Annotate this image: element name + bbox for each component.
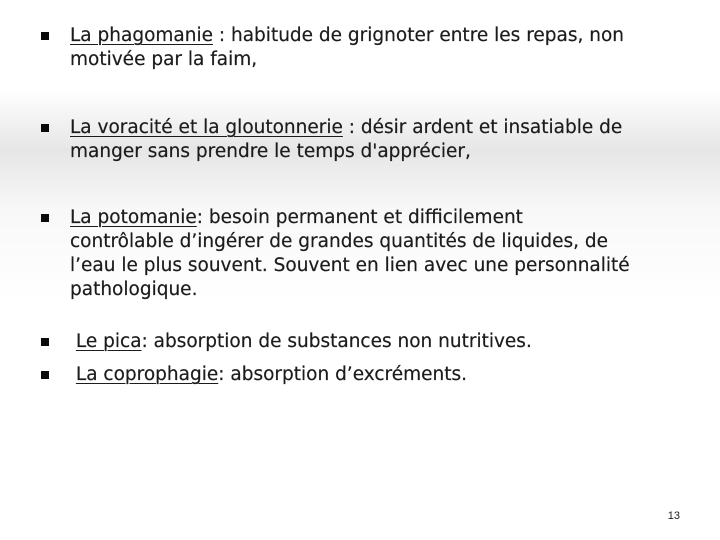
- bullet-square-icon: [41, 338, 49, 346]
- item-text: : absorption de substances non nutritives.: [141, 331, 532, 352]
- bullet-square-icon: [41, 124, 49, 132]
- item-term: Le pica: [75, 331, 142, 352]
- item-line: [70, 206, 690, 230]
- bullet-square-icon: [41, 214, 49, 222]
- item-text: : désir ardent et insatiable de: [342, 117, 623, 138]
- item-term: La phagomanie: [70, 25, 213, 46]
- bullet-item-voracite: [70, 116, 690, 164]
- bullet-item-phagomanie: [70, 24, 690, 72]
- bullet-item-potomanie: [70, 206, 690, 302]
- page-number: 13: [667, 510, 680, 522]
- item-text: motivée par la faim,: [70, 49, 258, 70]
- item-term: La voracité et la gloutonnerie: [70, 117, 343, 138]
- item-line: [70, 24, 690, 48]
- item-text: : besoin permanent et difficilement: [196, 207, 523, 228]
- item-term: La potomanie: [70, 207, 197, 228]
- bullet-square-icon: [41, 32, 49, 40]
- item-term: La coprophagie: [75, 364, 219, 385]
- item-text: contrôlable d’ingérer de grandes quantités de liquides, de: [70, 231, 608, 252]
- item-text: : absorption d’excréments.: [218, 364, 468, 385]
- bullet-item-coprophagie: [70, 363, 690, 387]
- item-line: [70, 116, 690, 140]
- item-line: [70, 330, 690, 354]
- item-text: pathologique.: [70, 279, 198, 300]
- item-text: manger sans prendre le temps d'apprécier,: [70, 141, 471, 162]
- item-text: : habitude de grignoter entre les repas, non: [213, 25, 625, 46]
- item-text: l’eau le plus souvent. Souvent en lien avec une personnalité: [70, 255, 630, 276]
- item-line: [70, 363, 690, 387]
- bullet-square-icon: [41, 371, 49, 379]
- bullet-item-pica: [70, 330, 690, 354]
